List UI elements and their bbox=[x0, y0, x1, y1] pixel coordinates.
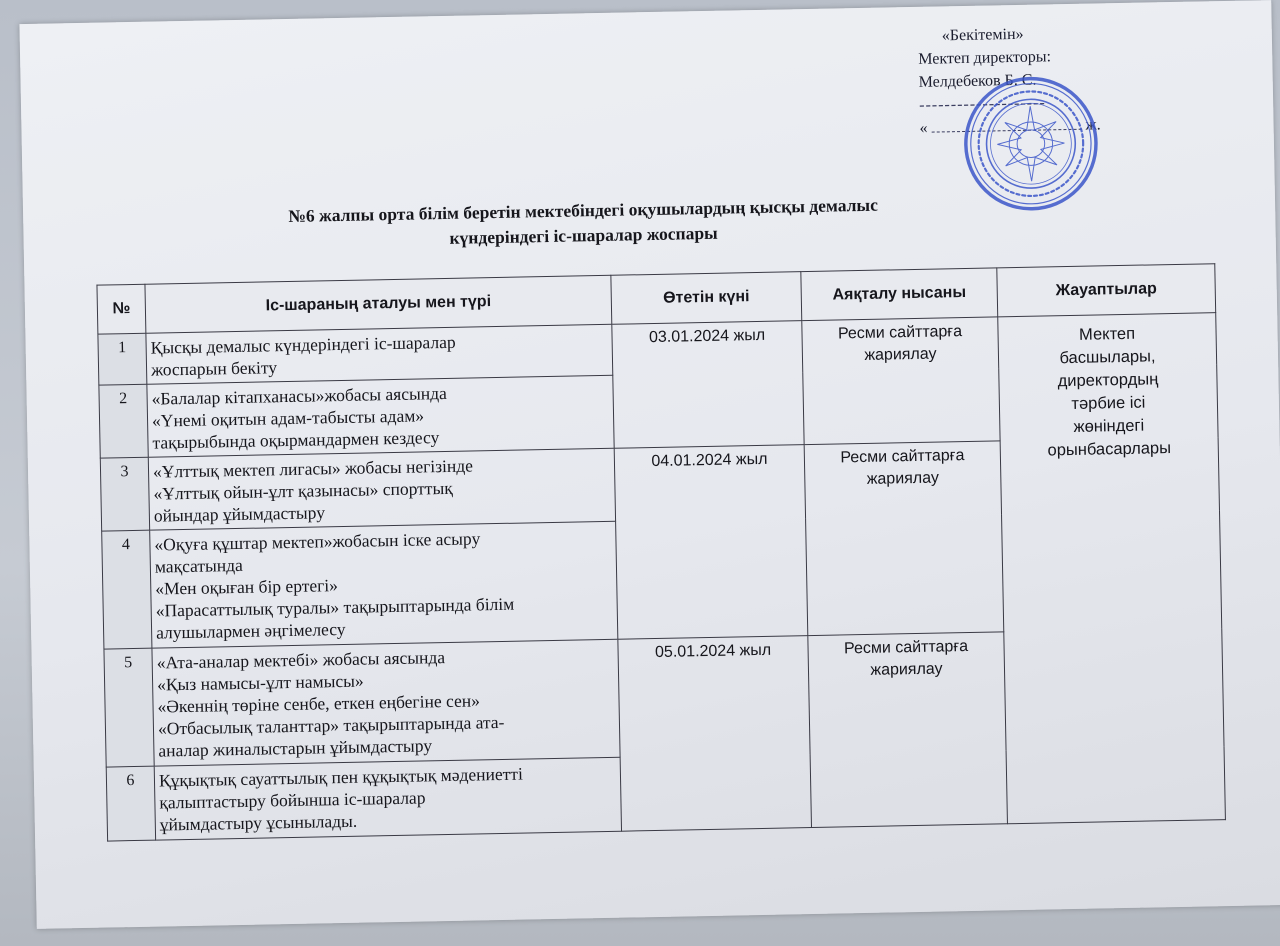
event-line: Құқықтық сауаттылық пен құқықтық мәдениетті bbox=[158, 763, 524, 791]
event-line: «Отбасылық таланттар» тақырыптарында ата- bbox=[157, 711, 505, 739]
event-line: «Үнемі оқитын адам-табысты адам» bbox=[151, 405, 425, 431]
row-event bbox=[146, 324, 613, 384]
responsible-line: Мектеп bbox=[1078, 324, 1136, 344]
responsible-line: орынбасарлары bbox=[1047, 439, 1172, 460]
event-line: «Әкеннің төріне сенбе, еткен еңбегіне сен» bbox=[157, 690, 481, 717]
row-number: 6 bbox=[106, 766, 155, 841]
form-line: жариялау bbox=[864, 345, 937, 364]
event-line: аналар жиналыстарын ұйымдастыру bbox=[158, 735, 433, 761]
event-line: жоспарын бекіту bbox=[150, 357, 278, 380]
form-line: Ресми сайттарға bbox=[837, 323, 963, 343]
title-line-2: күндеріндегі іс-шаралар жоспары bbox=[449, 222, 718, 248]
row-date: 03.01.2024 жыл bbox=[612, 321, 804, 449]
row-event bbox=[154, 757, 621, 840]
row-number: 5 bbox=[104, 648, 154, 767]
form-line: жариялау bbox=[870, 660, 943, 679]
row-date: 04.01.2024 жыл bbox=[614, 445, 808, 640]
header-date: Өтетін күні bbox=[611, 272, 802, 325]
approval-date-suffix: ж. bbox=[1085, 116, 1101, 134]
event-line: «Парасаттылық туралы» тақырыптарында білім bbox=[155, 593, 515, 621]
row-completion-form bbox=[802, 317, 1000, 445]
row-event bbox=[148, 448, 615, 530]
row-completion-form bbox=[804, 441, 1004, 636]
header-number: № bbox=[97, 284, 146, 334]
responsible-line: тәрбие ісі bbox=[1071, 393, 1146, 413]
responsible-cell bbox=[998, 313, 1226, 824]
responsible-line: директордың bbox=[1057, 370, 1159, 391]
event-line: Қысқы демалыс күндеріндегі іс-шаралар bbox=[150, 331, 456, 358]
document-sheet bbox=[19, 0, 1280, 929]
form-line: Ресми сайттарға bbox=[840, 447, 965, 467]
row-date: 05.01.2024 жыл bbox=[618, 636, 812, 832]
approval-date-prefix: « bbox=[919, 119, 928, 137]
responsible-line: жөніндегі bbox=[1073, 416, 1145, 436]
row-completion-form bbox=[808, 632, 1008, 828]
row-number: 2 bbox=[99, 384, 148, 458]
approval-signature-line: -------------------- bbox=[918, 94, 1046, 114]
row-event bbox=[152, 639, 620, 766]
header-completion-form: Аяқталу нысаны bbox=[801, 268, 998, 321]
school-seal-stamp bbox=[961, 73, 1102, 214]
event-line: «Ата-аналар мектебі» жобасы аясында bbox=[156, 647, 446, 673]
event-line: қалыптастыру бойынша іс-шаралар bbox=[159, 787, 426, 813]
form-line: жариялау bbox=[866, 469, 940, 488]
event-line: «Мен оқыған бір ертегі» bbox=[155, 575, 339, 599]
approval-position: Мектеп директоры: bbox=[918, 48, 1052, 68]
header-event-name: Іс-шараның аталуы мен түрі bbox=[145, 275, 612, 333]
event-line: ұйымдастыру ұсынылады. bbox=[159, 810, 358, 835]
row-event bbox=[150, 521, 618, 648]
row-number: 3 bbox=[100, 457, 149, 531]
event-line: тақырыбында оқырмандармен кездесу bbox=[152, 427, 440, 453]
event-line: мақсатында bbox=[154, 554, 244, 577]
form-line: Ресми сайттарға bbox=[843, 638, 969, 658]
document-title bbox=[223, 191, 944, 255]
row-number: 4 bbox=[102, 530, 152, 649]
responsible-line: басшылары, bbox=[1059, 347, 1156, 368]
event-line: «Ұлттық ойын-ұлт қазынасы» спорттық bbox=[153, 477, 453, 504]
event-line: алушылармен әңгімелесу bbox=[155, 618, 346, 643]
row-event bbox=[147, 375, 614, 457]
header-responsible: Жауаптылар bbox=[997, 264, 1216, 317]
event-line: «Қыз намысы-ұлт намысы» bbox=[156, 670, 364, 695]
events-plan-table bbox=[96, 263, 1225, 841]
approval-heading: «Бекітемін» bbox=[941, 25, 1024, 45]
event-line: «Ұлттық мектеп лигасы» жобасы негізінде bbox=[152, 455, 474, 482]
title-line-1: №6 жалпы орта білім беретін мектебіндегі оқушылардың қысқы демалыс bbox=[288, 194, 879, 226]
event-line: ойындар ұйымдастыру bbox=[153, 502, 326, 526]
row-number: 1 bbox=[98, 333, 147, 385]
approval-director-name: Мелдебеков Б. С. bbox=[918, 71, 1037, 91]
event-line: «Балалар кітапханасы»жобасы аясында bbox=[151, 382, 447, 409]
event-line: «Оқуға құштар мектеп»жобасын іске асыру bbox=[154, 528, 481, 555]
